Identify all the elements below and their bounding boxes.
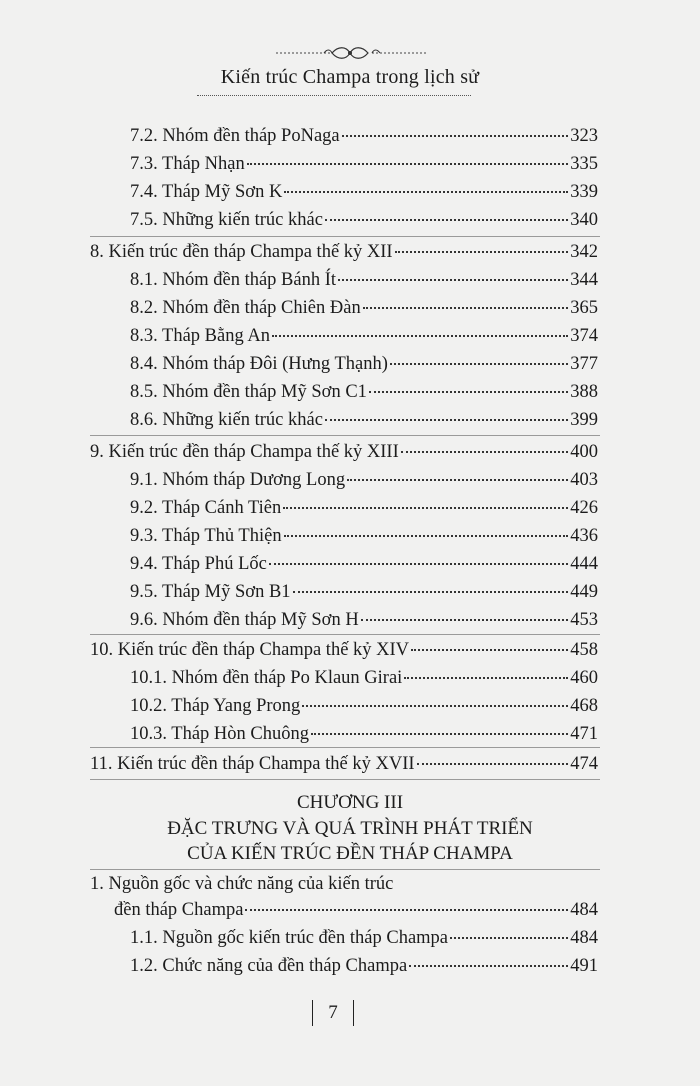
toc-entry[interactable] — [130, 468, 598, 492]
toc-entry-page: 458 — [570, 640, 598, 660]
section-divider — [90, 236, 600, 237]
toc-entry-label: 9.3. Tháp Thủ Thiện — [130, 526, 282, 546]
toc-entry-page: 344 — [570, 270, 598, 290]
dot-leader — [311, 733, 568, 735]
dot-leader — [284, 535, 569, 537]
toc-entry-label: 7.2. Nhóm đền tháp PoNaga — [130, 126, 340, 146]
toc-entry-page: 340 — [570, 210, 598, 230]
toc-entry[interactable] — [130, 380, 598, 404]
toc-entry-page: 491 — [570, 956, 598, 976]
chapter-number: CHƯƠNG III — [296, 792, 404, 813]
toc-entry[interactable] — [90, 638, 598, 662]
dot-leader — [363, 307, 569, 309]
toc-entry-page: 453 — [570, 610, 598, 630]
dot-leader — [302, 705, 568, 707]
dot-leader — [325, 219, 568, 221]
dot-leader — [342, 135, 569, 137]
dot-leader — [272, 335, 568, 337]
toc-entry-page: 323 — [570, 126, 598, 146]
toc-entry[interactable] — [130, 496, 598, 520]
toc-entry-page: 388 — [570, 382, 598, 402]
toc-entry-label: 9.6. Nhóm đền tháp Mỹ Sơn H — [130, 610, 359, 630]
toc-entry[interactable] — [130, 124, 598, 148]
dot-leader — [269, 563, 568, 565]
dot-leader — [293, 591, 569, 593]
decorative-flourish-icon — [272, 44, 432, 62]
dot-leader — [245, 909, 568, 911]
toc-entry[interactable] — [130, 694, 598, 718]
dot-leader — [401, 451, 568, 453]
toc-entry[interactable] — [130, 954, 598, 978]
toc-entry-page: 377 — [570, 354, 598, 374]
toc-entry[interactable] — [130, 722, 598, 746]
dot-leader — [283, 507, 568, 509]
toc-entry-label: 9.1. Nhóm tháp Dương Long — [130, 470, 346, 490]
toc-entry[interactable] — [114, 898, 598, 922]
toc-entry-label: 9.4. Tháp Phú Lốc — [130, 554, 267, 574]
toc-entry-label: 10. Kiến trúc đền tháp Champa thế kỷ XIV — [90, 640, 410, 660]
toc-entry[interactable] — [130, 580, 598, 604]
dot-leader — [338, 279, 568, 281]
chapter-title-line-2: CỦA KIẾN TRÚC ĐỀN THÁP CHAMPA — [187, 843, 513, 864]
toc-entry-label: 8.2. Nhóm đền tháp Chiên Đàn — [130, 298, 361, 318]
toc-entry-page: 468 — [570, 696, 598, 716]
toc-entry-page: 365 — [570, 298, 598, 318]
dot-leader — [409, 965, 568, 967]
dot-leader — [411, 649, 568, 651]
toc-entry-page: 374 — [570, 326, 598, 346]
toc-entry[interactable] — [130, 552, 598, 576]
toc-entry-label: 8. Kiến trúc đền tháp Champa thế kỷ XII — [90, 242, 393, 262]
toc-entry-page: 449 — [570, 582, 598, 602]
toc-entry-page: 484 — [570, 900, 598, 920]
toc-entry[interactable] — [130, 608, 598, 632]
toc-entry-page: 403 — [570, 470, 598, 490]
page-number: 7 — [312, 1000, 354, 1026]
dot-leader — [404, 677, 568, 679]
toc-entry-label: 9.5. Tháp Mỹ Sơn B1 — [130, 582, 291, 602]
section-divider — [90, 779, 600, 780]
toc-entry[interactable] — [130, 408, 598, 432]
toc-entry[interactable] — [90, 240, 598, 264]
dot-leader — [417, 763, 569, 765]
toc-entry[interactable] — [130, 524, 598, 548]
toc-entry-label: 7.4. Tháp Mỹ Sơn K — [130, 182, 283, 202]
toc-entry-page: 436 — [570, 526, 598, 546]
header-rule — [197, 95, 471, 96]
toc-entry-label: 7.5. Những kiến trúc khác — [130, 210, 323, 230]
toc-entry-label: 8.6. Những kiến trúc khác — [130, 410, 323, 430]
toc-entry-label: 1.1. Nguồn gốc kiến trúc đền tháp Champa — [130, 928, 449, 948]
section-divider — [90, 747, 600, 748]
toc-entry[interactable] — [130, 666, 598, 690]
toc-entry[interactable] — [130, 296, 598, 320]
toc-entry-label: 8.3. Tháp Bằng An — [130, 326, 270, 346]
toc-entry-label: 10.2. Tháp Yang Prong — [130, 696, 301, 716]
toc-entry-page: 400 — [570, 442, 598, 462]
toc-entry-page: 484 — [570, 928, 598, 948]
toc-entry-label: 11. Kiến trúc đền tháp Champa thế kỷ XVII — [90, 754, 415, 774]
toc-entry-page: 342 — [570, 242, 598, 262]
toc-entry-label: 7.3. Tháp Nhạn — [130, 154, 245, 174]
dot-leader — [395, 251, 569, 253]
toc-entry-page: 339 — [570, 182, 598, 202]
toc-entry[interactable] — [130, 352, 598, 376]
toc-entry-label: 10.1. Nhóm đền tháp Po Klaun Girai — [130, 668, 403, 688]
toc-entry-page: 460 — [570, 668, 598, 688]
toc-entry-label: 9.2. Tháp Cánh Tiên — [130, 498, 282, 518]
dot-leader — [284, 191, 568, 193]
toc-entry-label: 8.5. Nhóm đền tháp Mỹ Sơn C1 — [130, 382, 367, 402]
toc-entry-page: 426 — [570, 498, 598, 518]
dot-leader — [450, 937, 568, 939]
toc-entry[interactable] — [130, 208, 598, 232]
toc-entry-label: 8.4. Nhóm tháp Đôi (Hưng Thạnh) — [130, 354, 388, 374]
toc-entry-page: 474 — [570, 754, 598, 774]
dot-leader — [361, 619, 569, 621]
toc-entry-page: 399 — [570, 410, 598, 430]
dot-leader — [325, 419, 568, 421]
toc-entry-page: 444 — [570, 554, 598, 574]
toc-entry-label: đền tháp Champa — [114, 900, 244, 920]
toc-entry-label: 9. Kiến trúc đền tháp Champa thế kỷ XIII — [90, 442, 399, 462]
toc-entry-label-line-1[interactable]: 1. Nguồn gốc và chức năng của kiến trúc — [90, 874, 394, 894]
toc-entry[interactable] — [130, 268, 598, 292]
running-header-title: Kiến trúc Champa trong lịch sử — [220, 66, 480, 88]
section-divider — [90, 634, 600, 635]
chapter-title-line-1: ĐẶC TRƯNG VÀ QUÁ TRÌNH PHÁT TRIỂN — [167, 818, 533, 839]
toc-entry[interactable] — [130, 180, 598, 204]
toc-entry-label: 10.3. Tháp Hòn Chuông — [130, 724, 310, 744]
toc-entry-label: 1.2. Chức năng của đền tháp Champa — [130, 956, 408, 976]
toc-entry[interactable] — [130, 324, 598, 348]
section-divider — [90, 435, 600, 436]
section-divider — [90, 869, 600, 870]
toc-entry[interactable] — [90, 440, 598, 464]
dot-leader — [369, 391, 568, 393]
toc-entry[interactable] — [90, 752, 598, 776]
toc-entry[interactable] — [130, 926, 598, 950]
dot-leader — [347, 479, 568, 481]
dot-leader — [390, 363, 568, 365]
toc-entry-page: 335 — [570, 154, 598, 174]
dot-leader — [247, 163, 569, 165]
toc-entry[interactable] — [130, 152, 598, 176]
toc-entry-label: 8.1. Nhóm đền tháp Bánh Ít — [130, 270, 337, 290]
toc-entry-page: 471 — [570, 724, 598, 744]
